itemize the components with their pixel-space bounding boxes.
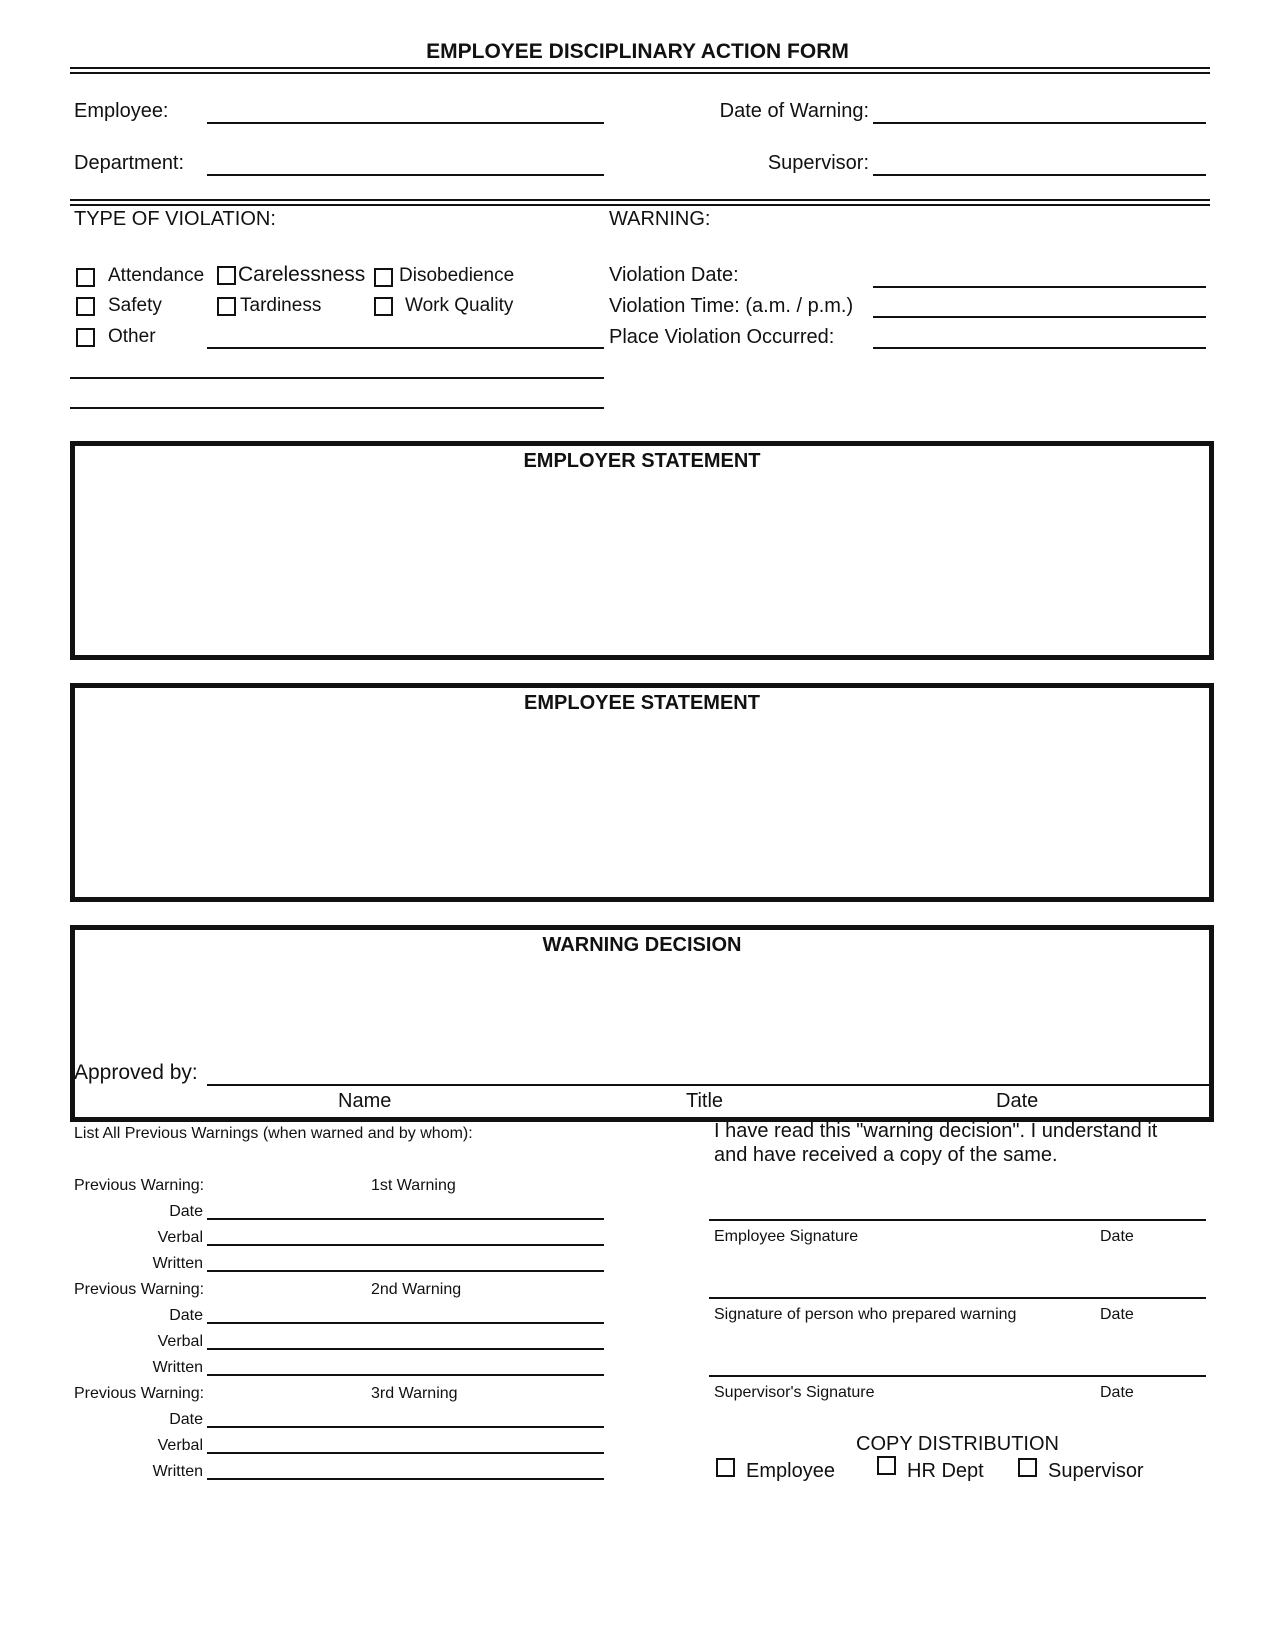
employee-signature-label: Employee Signature xyxy=(714,1228,859,1245)
disobedience-checkbox[interactable] xyxy=(374,268,393,287)
copy-supervisor-checkbox[interactable] xyxy=(1018,1458,1037,1477)
disobedience-label: Disobedience xyxy=(399,265,515,286)
attendance-checkbox[interactable] xyxy=(76,268,95,287)
employer-statement-box[interactable] xyxy=(70,441,1214,660)
copy-employee-label: Employee xyxy=(746,1460,835,1482)
approved-by-label: Approved by: xyxy=(74,1061,198,1084)
other-label: Other xyxy=(108,326,156,347)
preparer-signature-field[interactable] xyxy=(709,1297,1206,1299)
third-verbal-label: Verbal xyxy=(157,1437,203,1454)
third-written-label: Written xyxy=(152,1463,203,1480)
violation-notes-line-2[interactable] xyxy=(70,407,604,409)
approved-date-caption: Date xyxy=(996,1090,1039,1112)
safety-checkbox[interactable] xyxy=(76,297,95,316)
second-verbal-field[interactable] xyxy=(207,1348,604,1350)
approved-title-caption: Title xyxy=(686,1090,724,1112)
supervisor-field[interactable] xyxy=(873,174,1206,176)
employee-label: Employee: xyxy=(74,100,169,122)
violation-date-label: Violation Date: xyxy=(609,264,739,286)
copy-hr-dept-label: HR Dept xyxy=(907,1460,984,1482)
warning-decision-box xyxy=(70,925,1214,1122)
employee-statement-box[interactable] xyxy=(70,683,1214,902)
violation-heading: TYPE OF VIOLATION: xyxy=(74,208,276,230)
employee-field[interactable] xyxy=(207,122,604,124)
preparer-signature-date-label: Date xyxy=(1100,1306,1134,1323)
section-divider xyxy=(70,199,1210,206)
supervisor-label: Supervisor: xyxy=(767,152,869,174)
copy-employee-checkbox[interactable] xyxy=(716,1458,735,1477)
department-field[interactable] xyxy=(207,174,604,176)
approved-name-caption: Name xyxy=(338,1090,392,1112)
supervisor-signature-field[interactable] xyxy=(709,1375,1206,1377)
warning-heading: WARNING: xyxy=(609,208,711,230)
safety-label: Safety xyxy=(108,295,162,316)
second-date-field[interactable] xyxy=(207,1322,604,1324)
place-violation-label: Place Violation Occurred: xyxy=(609,326,835,348)
previous-warning-label: Previous Warning: xyxy=(74,1385,205,1402)
form-title: EMPLOYEE DISCIPLINARY ACTION FORM xyxy=(426,40,849,63)
previous-warnings-intro: List All Previous Warnings (when warned and by whom): xyxy=(74,1125,473,1142)
first-verbal-label: Verbal xyxy=(157,1229,203,1246)
supervisor-signature-date-label: Date xyxy=(1100,1384,1134,1401)
second-written-field[interactable] xyxy=(207,1374,604,1376)
previous-warning-label: Previous Warning: xyxy=(74,1281,205,1298)
violation-notes-line-1[interactable] xyxy=(70,377,604,379)
acknowledgement-line-1: I have read this "warning decision". I understand it xyxy=(714,1120,1158,1142)
violation-date-field[interactable] xyxy=(873,286,1206,288)
warning-decision-heading: WARNING DECISION xyxy=(542,934,742,956)
other-checkbox[interactable] xyxy=(76,328,95,347)
title-divider xyxy=(70,67,1210,74)
first-date-label: Date xyxy=(169,1203,203,1220)
third-verbal-field[interactable] xyxy=(207,1452,604,1454)
first-verbal-field[interactable] xyxy=(207,1218,604,1220)
other-field[interactable] xyxy=(207,347,604,349)
work-quality-checkbox[interactable] xyxy=(374,297,393,316)
employee-statement-heading: EMPLOYEE STATEMENT xyxy=(524,692,760,714)
employee-signature-field[interactable] xyxy=(709,1219,1206,1221)
third-written-field[interactable] xyxy=(207,1478,604,1480)
carelessness-label: Carelessness xyxy=(238,263,366,286)
previous-warning-label: Previous Warning: xyxy=(74,1177,205,1194)
second-date-label: Date xyxy=(169,1307,203,1324)
tardiness-checkbox[interactable] xyxy=(217,297,236,316)
copy-hr-dept-checkbox[interactable] xyxy=(877,1456,896,1475)
violation-time-field[interactable] xyxy=(873,316,1206,318)
work-quality-label: Work Quality xyxy=(405,295,514,316)
first-warning-label: 1st Warning xyxy=(371,1177,456,1194)
place-violation-field[interactable] xyxy=(873,347,1206,349)
date-of-warning-label: Date of Warning: xyxy=(719,100,869,122)
first-written-label: Written xyxy=(152,1255,203,1272)
violation-time-label: Violation Time: (a.m. / p.m.) xyxy=(609,295,854,317)
employer-statement-heading: EMPLOYER STATEMENT xyxy=(523,450,761,472)
employee-signature-date-label: Date xyxy=(1100,1228,1134,1245)
preparer-signature-label: Signature of person who prepared warning xyxy=(714,1306,1017,1323)
copy-supervisor-label: Supervisor xyxy=(1048,1460,1144,1482)
copy-distribution-heading: COPY DISTRIBUTION xyxy=(856,1433,1059,1455)
attendance-label: Attendance xyxy=(108,265,205,286)
department-label: Department: xyxy=(74,152,185,174)
third-warning-label: 3rd Warning xyxy=(371,1385,458,1402)
date-of-warning-field[interactable] xyxy=(873,122,1206,124)
carelessness-checkbox[interactable] xyxy=(217,266,236,285)
supervisor-signature-label: Supervisor's Signature xyxy=(714,1384,875,1401)
third-date-field[interactable] xyxy=(207,1426,604,1428)
second-verbal-label: Verbal xyxy=(157,1333,203,1350)
approved-by-field[interactable] xyxy=(207,1084,1209,1086)
first-written-field-2[interactable] xyxy=(207,1270,604,1272)
acknowledgement-line-2: and have received a copy of the same. xyxy=(714,1144,1058,1166)
tardiness-label: Tardiness xyxy=(240,295,322,316)
second-warning-label: 2nd Warning xyxy=(371,1281,462,1298)
third-date-label: Date xyxy=(169,1411,203,1428)
second-written-label: Written xyxy=(152,1359,203,1376)
first-written-field[interactable] xyxy=(207,1244,604,1246)
